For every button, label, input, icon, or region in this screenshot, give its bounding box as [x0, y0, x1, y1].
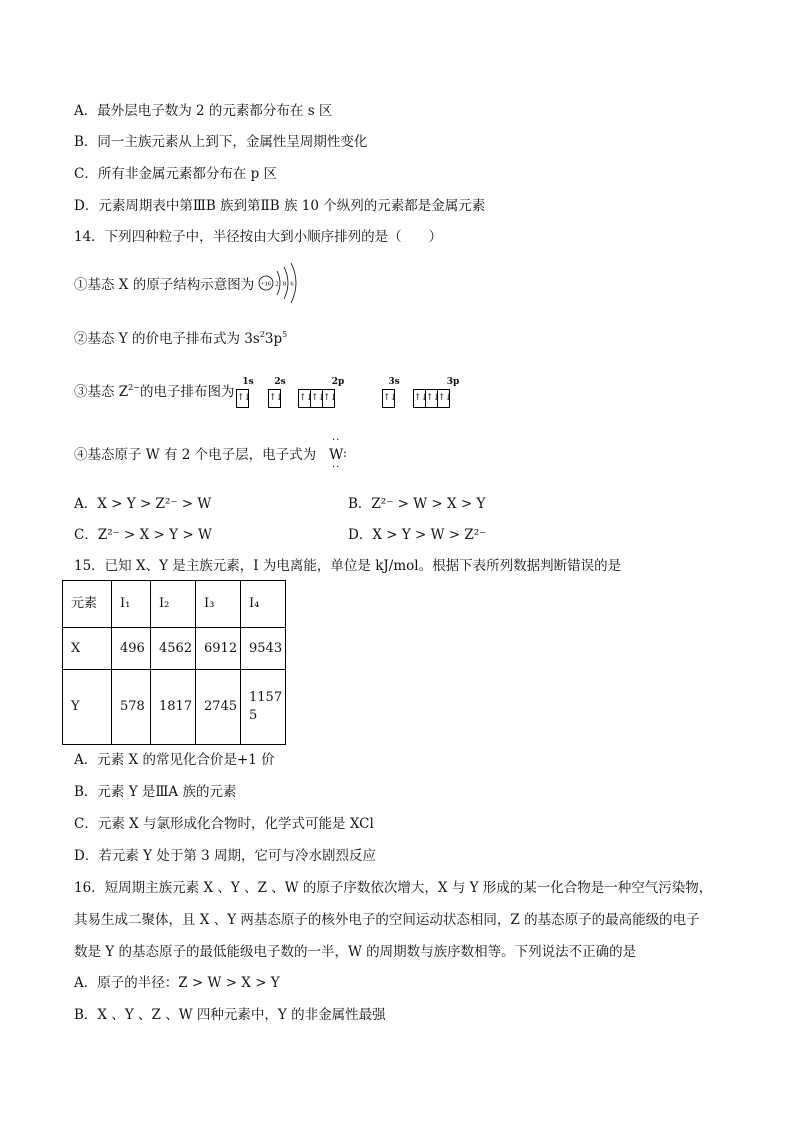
table-header-cell: 元素 [63, 581, 112, 628]
atom-shell-3: 6 [290, 280, 294, 288]
q13-option-c: C．所有非金属元素都分布在 p 区 [74, 166, 278, 182]
q14-item2-sup1: 2 [259, 330, 265, 339]
table-header-cell: I₃ [196, 581, 241, 628]
document-page: A．最外层电子数为 2 的元素都分布在 s 区 B．同一主族元素从上到下，金属性呈周期性变化 C．所有非金属元素都分布在 p 区 D．元素周期表中第ⅢB 族到第ⅡB 族 10 个纵列的元素都是金属元素 14．下列四种粒子中，半径按由大到小顺序排列的是（ ） ①基态 X 的原子结构示意图为 +16 2 8 6 ②基态 Y 的价电子排布式为 $3s^23p^5$ ③基态 $Z^{2-}$的电子排布图为 1s ↑↓ 2s ↑↓ 2p ↑↓ ↑↓ ↑↓ 3s ↑↓ 3p ↑↓ ↑↓ ↑↓ ④基态原子 W 有 2 个电子层，电子式为 ·· W : ·· A．X > Y > Z²⁻ > W B．Z²⁻ > W > X > Y C．Z²⁻ > X > Y > W D．X > Y > W > Z²⁻ 15．已知 X、Y 是主族元素，I 为电离能，单位是 kJ/mol。根据下表所列数据判断错误的是 元素 I₁ I₂ I₃ I₄ X 496 4562 6912 9543 Y 578 1817 2745 1157 5 A．元素 X 的常见化合价是+1 价 B．元素 Y 是ⅢA 族的元素 C．元素 X 与氯形成化合物时，化学式可能是 XCl D．若元素 Y 处于第 3 周期，它可与冷水剧烈反应 16．短周期主族元素 X 、Y 、Z 、W 的原子序数依次增大，X 与 Y 形成的某一化合物是一种空气污染物， 其易生成二聚体，且 X 、Y 两基态原子的核外电子的空间运动状态相同，Z 的基态原子的最高能级的电子 数是 Y 的基态原子的最低能级电子数的一半，W 的周期数与族序数相等。下列说法不正确的是 A．原子的半径：Z > W > X > Y B．X 、Y 、Z 、W 四种元素中，Y 的非金属性最强 [0, 0, 794, 1123]
table-header-cell: I₄ [241, 581, 286, 628]
q14-item3-sup: 2− [128, 383, 140, 392]
q16-stem-line1: 16．短周期主族元素 X 、Y 、Z 、W 的原子序数依次增大，X 与 Y 形成的某一化合物是一种空气污染物， [74, 880, 713, 896]
q14-item2-mid: 3p [264, 331, 283, 347]
q15-option-d: D．若元素 Y 处于第 3 周期，它可与冷水剧烈反应 [74, 848, 376, 864]
atom-nucleus-label: +16 [260, 280, 272, 288]
q16-stem-line3: 数是 Y 的基态原子的最低能级电子数的一半，W 的周期数与族序数相等。下列说法不正确的是 [74, 944, 637, 960]
table-header-cell: I₁ [112, 581, 151, 628]
table-cell: 1157 5 [241, 670, 286, 745]
ionization-energy-table [62, 580, 286, 745]
table-cell: 9543 [241, 628, 286, 670]
table-header-row [63, 581, 286, 628]
q13-option-b: B．同一主族元素从上到下，金属性呈周期性变化 [74, 134, 368, 150]
table-cell: 4562 [151, 628, 196, 670]
table-header-cell: I₂ [151, 581, 196, 628]
table-cell: 496 [112, 628, 151, 670]
table-cell: X [63, 628, 112, 670]
q14-item2-prefix: ②基态 Y 的价电子排布式为 3s [74, 331, 260, 347]
q14-option-b: B．Z²⁻ > W > X > Y [348, 496, 486, 512]
q13-option-d: D．元素周期表中第ⅢB 族到第ⅡB 族 10 个纵列的元素都是金属元素 [74, 198, 486, 214]
q14-item1: ①基态 X 的原子结构示意图为 [74, 277, 255, 293]
q15-option-c: C．元素 X 与氯形成化合物时，化学式可能是 XCl [74, 816, 374, 832]
q15-option-a: A．元素 X 的常见化合价是+1 价 [74, 752, 275, 768]
dot-symbol: W [329, 447, 344, 463]
q16-option-a: A．原子的半径：Z > W > X > Y [74, 975, 280, 991]
atom-shell-2: 8 [282, 280, 287, 288]
table-cell: 1817 [151, 670, 196, 745]
atom-structure-diagram [255, 262, 299, 304]
q14-item2 [74, 330, 287, 348]
table-cell: 578 [112, 670, 151, 745]
q14-item3-suffix: 的电子排布图为 [139, 384, 235, 400]
q16-option-b: B．X 、Y 、Z 、W 四种元素中，Y 的非金属性最强 [74, 1007, 386, 1023]
electron-dot-formula: ·· W : ·· [329, 435, 348, 473]
q16-stem-line2: 其易生成二聚体，且 X 、Y 两基态原子的核外电子的空间运动状态相同，Z 的基态原子的最高能级的电子 [74, 912, 700, 928]
table-cell: 2745 [196, 670, 241, 745]
orbital-label-2s: 2s [274, 377, 286, 387]
atom-shell-1: 2 [275, 280, 279, 288]
orbital-label-3p: 3p [446, 377, 460, 387]
q15-stem: 15．已知 X、Y 是主族元素，I 为电离能，单位是 kJ/mol。根据下表所列数据判断错误的是 [74, 558, 622, 574]
table-cell: Y [63, 670, 112, 745]
q14-option-d: D．X > Y > W > Z²⁻ [348, 527, 487, 543]
orbital-label-3s: 3s [388, 377, 400, 387]
q14-option-c: C．Z²⁻ > X > Y > W [74, 527, 212, 543]
q13-option-a: A．最外层电子数为 2 的元素都分布在 s 区 [74, 103, 333, 119]
q14-stem: 14．下列四种粒子中，半径按由大到小顺序排列的是（ ） [74, 229, 443, 245]
q15-option-b: B．元素 Y 是ⅢA 族的元素 [74, 784, 237, 800]
orbital-label-2p: 2p [331, 377, 345, 387]
q14-option-a: A．X > Y > Z²⁻ > W [74, 496, 212, 512]
q14-item4: ④基态原子 W 有 2 个电子层，电子式为 [74, 447, 317, 463]
table-cell: 6912 [196, 628, 241, 670]
table-row [63, 628, 286, 670]
q14-item2-sup2: 5 [282, 330, 288, 339]
orbital-label-1s: 1s [242, 377, 254, 387]
q14-item3-prefix: ③基态 Z [74, 384, 129, 400]
table-row [63, 670, 286, 745]
q14-item3 [74, 383, 234, 401]
